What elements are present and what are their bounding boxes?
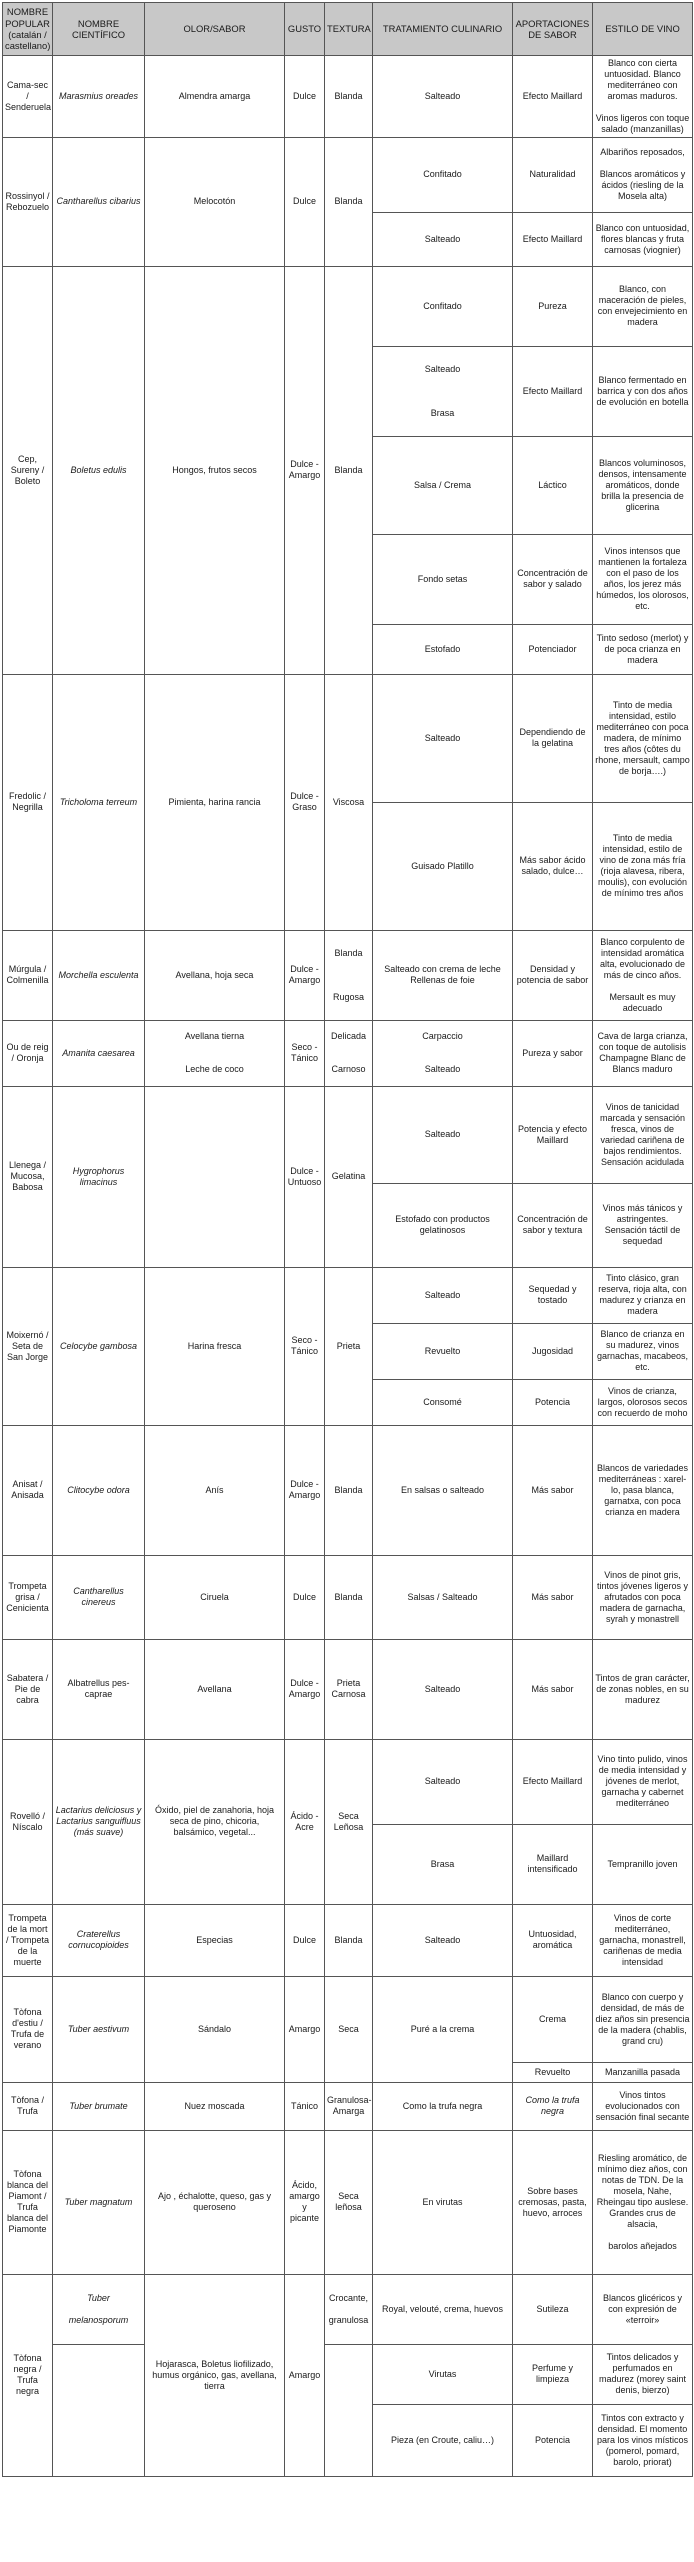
aroma-cell: Especias xyxy=(145,1904,285,1976)
popular-name-cell: Rovelló / Níscalo xyxy=(3,1739,53,1904)
aroma-cell: Melocotón xyxy=(145,137,285,266)
aroma-cell: Anís xyxy=(145,1425,285,1555)
flavor-contribution-cell: Potencia xyxy=(513,2404,593,2476)
texture-cell: Seca leñosa xyxy=(325,2130,373,2274)
culinary-treatment-cell: Fondo setas xyxy=(373,534,513,624)
culinary-treatment-cell: Salteado xyxy=(373,1267,513,1323)
flavor-contribution-cell: Efecto Maillard xyxy=(513,346,593,436)
culinary-treatment-cell: Virutas xyxy=(373,2344,513,2404)
taste-cell: Ácido - Acre xyxy=(285,1739,325,1904)
culinary-treatment-cell: Estofado con productos gelatinosos xyxy=(373,1183,513,1267)
scientific-name-cell: Hygrophorus limacinus xyxy=(53,1086,145,1267)
texture-cell: Blanda xyxy=(325,1425,373,1555)
column-header-aroma-flavor: OLOR/SABOR xyxy=(145,3,285,56)
texture-cell: Crocante, granulosa xyxy=(325,2274,373,2344)
texture-cell: Prieta Carnosa xyxy=(325,1639,373,1739)
table-row xyxy=(3,2274,693,2344)
table-row xyxy=(3,930,693,1020)
scientific-name-cell: Morchella esculenta xyxy=(53,930,145,1020)
wine-style-cell: Blanco con cuerpo y densidad, de más de diez años sin presencia de la madera (chablis, grand cru) xyxy=(593,1976,693,2062)
scientific-name-cell: Amanita caesarea xyxy=(53,1020,145,1086)
texture-cell: Blanda xyxy=(325,1555,373,1639)
texture-cell xyxy=(325,2344,373,2476)
culinary-treatment-cell: En salsas o salteado xyxy=(373,1425,513,1555)
popular-name-cell: Cep, Sureny / Boleto xyxy=(3,266,53,674)
table-row xyxy=(3,1976,693,2062)
taste-cell: Dulce - Untuoso xyxy=(285,1086,325,1267)
flavor-contribution-cell: Sobre bases cremosas, pasta, huevo, arroces xyxy=(513,2130,593,2274)
wine-style-cell: Blancos voluminosos, densos, intensamente aromáticos, donde brilla la presencia de glicerina xyxy=(593,436,693,534)
flavor-contribution-cell: Láctico xyxy=(513,436,593,534)
wine-style-cell: Tintos con extracto y densidad. El momento para los vinos místicos (pomerol, pomard, barolo, priorat) xyxy=(593,2404,693,2476)
wine-style-cell: Tinto sedoso (merlot) y de poca crianza en madera xyxy=(593,624,693,674)
texture-cell: Blanda xyxy=(325,1904,373,1976)
taste-cell: Tánico xyxy=(285,2082,325,2130)
scientific-name-cell: Clitocybe odora xyxy=(53,1425,145,1555)
table-row xyxy=(3,2130,693,2274)
wine-style-cell: Riesling aromático, de mínimo diez años, con notas de TDN. De la mosela, Nahe, Rheingau tipo auslese. Grandes crus de alsacia, barolos añejados xyxy=(593,2130,693,2274)
column-header-scientific-name: NOMBRE CIENTÍFICO xyxy=(53,3,145,56)
scientific-name-cell xyxy=(53,2344,145,2476)
taste-cell: Amargo xyxy=(285,1976,325,2082)
flavor-contribution-cell: Como la trufa negra xyxy=(513,2082,593,2130)
table-row xyxy=(3,1639,693,1739)
column-header-texture: TEXTURA xyxy=(325,3,373,56)
texture-cell: Delicada Carnoso xyxy=(325,1020,373,1086)
popular-name-cell: Fredolic / Negrilla xyxy=(3,674,53,930)
scientific-name-cell: Tuber melanosporum xyxy=(53,2274,145,2344)
wine-style-cell: Vinos tintos evolucionados con sensación final secante xyxy=(593,2082,693,2130)
table-row xyxy=(3,2344,693,2404)
taste-cell: Dulce - Amargo xyxy=(285,1639,325,1739)
culinary-treatment-cell: Salteado Brasa xyxy=(373,346,513,436)
flavor-contribution-cell: Crema xyxy=(513,1976,593,2062)
wine-style-cell: Blancos de variedades mediterráneas : xarel-lo, pasa blanca, garnatxa, con poca crianza en madera xyxy=(593,1425,693,1555)
texture-cell: Prieta xyxy=(325,1267,373,1425)
scientific-name-cell: Tuber aestivum xyxy=(53,1976,145,2082)
table-row xyxy=(3,1739,693,1824)
scientific-name-cell: Tricholoma terreum xyxy=(53,674,145,930)
flavor-contribution-cell: Untuosidad, aromática xyxy=(513,1904,593,1976)
wine-style-cell: Tempranillo joven xyxy=(593,1824,693,1904)
popular-name-cell: Trompeta de la mort / Trompeta de la muerte xyxy=(3,1904,53,1976)
taste-cell: Seco - Tánico xyxy=(285,1267,325,1425)
wine-style-cell: Vinos de pinot gris, tintos jóvenes ligeros y afrutados con poca madera de garnacha, syrah y monastrell xyxy=(593,1555,693,1639)
table-row xyxy=(3,1020,693,1086)
flavor-contribution-cell: Revuelto xyxy=(513,2062,593,2082)
table-row xyxy=(3,674,693,802)
wine-style-cell: Tinto de media intensidad, estilo mediterráneo con poca madera, de mínimo tres años (côtes du rhone, mersault, campo de borja….) xyxy=(593,674,693,802)
culinary-treatment-cell: Puré a la crema xyxy=(373,1976,513,2082)
culinary-treatment-cell: Consomé xyxy=(373,1379,513,1425)
flavor-contribution-cell: Efecto Maillard xyxy=(513,56,593,138)
popular-name-cell: Sabatera / Pie de cabra xyxy=(3,1639,53,1739)
column-header-popular-name: NOMBRE POPULAR (catalán / castellano) xyxy=(3,3,53,56)
flavor-contribution-cell: Sequedad y tostado xyxy=(513,1267,593,1323)
culinary-treatment-cell: Salteado xyxy=(373,1639,513,1739)
culinary-treatment-cell: Como la trufa negra xyxy=(373,2082,513,2130)
wine-style-cell: Tinto clásico, gran reserva, rioja alta, con madurez y crianza en madera xyxy=(593,1267,693,1323)
flavor-contribution-cell: Concentración de sabor y salado xyxy=(513,534,593,624)
wine-style-cell: Tintos de gran carácter, de zonas nobles, en su madurez xyxy=(593,1639,693,1739)
texture-cell: Blanda Rugosa xyxy=(325,930,373,1020)
culinary-treatment-cell: Confitado xyxy=(373,266,513,346)
aroma-cell xyxy=(145,1086,285,1267)
scientific-name-cell: Marasmius oreades xyxy=(53,56,145,138)
table-row xyxy=(3,1425,693,1555)
taste-cell: Dulce - Amargo xyxy=(285,266,325,674)
aroma-cell: Avellana xyxy=(145,1639,285,1739)
wine-style-cell: Albariños reposados, Blancos aromáticos y ácidos (riesling de la Mosela alta) xyxy=(593,137,693,212)
culinary-treatment-cell: Salteado xyxy=(373,1904,513,1976)
header-row xyxy=(3,3,693,56)
scientific-name-cell: Celocybe gambosa xyxy=(53,1267,145,1425)
scientific-name-cell: Cantharellus cinereus xyxy=(53,1555,145,1639)
culinary-treatment-cell: Salteado xyxy=(373,212,513,266)
aroma-cell: Hongos, frutos secos xyxy=(145,266,285,674)
popular-name-cell: Trompeta grisa / Cenicienta xyxy=(3,1555,53,1639)
taste-cell: Ácido, amargo y picante xyxy=(285,2130,325,2274)
table-row xyxy=(3,56,693,138)
flavor-contribution-cell: Más sabor ácido salado, dulce… xyxy=(513,802,593,930)
wine-style-cell: Vinos más tánicos y astringentes. Sensación táctil de sequedad xyxy=(593,1183,693,1267)
popular-name-cell: Tòfona negra / Trufa negra xyxy=(3,2274,53,2476)
mushroom-wine-pairing-table xyxy=(2,2,693,2477)
taste-cell: Dulce - Amargo xyxy=(285,1425,325,1555)
flavor-contribution-cell: Más sabor xyxy=(513,1425,593,1555)
aroma-cell: Nuez moscada xyxy=(145,2082,285,2130)
aroma-cell: Ciruela xyxy=(145,1555,285,1639)
scientific-name-cell: Tuber brumate xyxy=(53,2082,145,2130)
aroma-cell: Almendra amarga xyxy=(145,56,285,138)
texture-cell: Blanda xyxy=(325,56,373,138)
culinary-treatment-cell: Brasa xyxy=(373,1824,513,1904)
taste-cell: Dulce - Graso xyxy=(285,674,325,930)
popular-name-cell: Tòfona blanca del Piamont / Trufa blanca del Piamonte xyxy=(3,2130,53,2274)
texture-cell: Gelatina xyxy=(325,1086,373,1267)
flavor-contribution-cell: Maillard intensificado xyxy=(513,1824,593,1904)
wine-style-cell: Manzanilla pasada xyxy=(593,2062,693,2082)
scientific-name-cell: Cantharellus cibarius xyxy=(53,137,145,266)
wine-style-cell: Tintos delicados y perfumados en madurez (morey saint denis, bierzo) xyxy=(593,2344,693,2404)
wine-style-cell: Cava de larga crianza, con toque de autolisis Champagne Blanc de Blancs maduro xyxy=(593,1020,693,1086)
wine-style-cell: Tinto de media intensidad, estilo de vino de zona más fría (rioja alavesa, ribera, moulis), con evolución de mínimo tres años xyxy=(593,802,693,930)
culinary-treatment-cell: Salteado xyxy=(373,1086,513,1183)
table-row xyxy=(3,2082,693,2130)
flavor-contribution-cell: Naturalidad xyxy=(513,137,593,212)
wine-style-cell: Vinos de tanicidad marcada y sensación fresca, vinos de variedad cariñena de bajos rendimientos. Sensación acidulada xyxy=(593,1086,693,1183)
texture-cell: Granulosa-Amarga xyxy=(325,2082,373,2130)
aroma-cell: Avellana, hoja seca xyxy=(145,930,285,1020)
culinary-treatment-cell: Salsas / Salteado xyxy=(373,1555,513,1639)
culinary-treatment-cell: Pieza (en Croute, caliu…) xyxy=(373,2404,513,2476)
flavor-contribution-cell: Potencia xyxy=(513,1379,593,1425)
popular-name-cell: Rossinyol / Rebozuelo xyxy=(3,137,53,266)
texture-cell: Viscosa xyxy=(325,674,373,930)
flavor-contribution-cell: Potenciador xyxy=(513,624,593,674)
scientific-name-cell: Craterellus cornucopioides xyxy=(53,1904,145,1976)
wine-style-cell: Blanco de crianza en su madurez, vinos garnachas, macabeos, etc. xyxy=(593,1323,693,1379)
popular-name-cell: Tòfona / Trufa xyxy=(3,2082,53,2130)
wine-style-cell: Vinos de corte mediterráneo, garnacha, monastrell, cariñenas de media intensidad xyxy=(593,1904,693,1976)
culinary-treatment-cell: Salteado xyxy=(373,674,513,802)
flavor-contribution-cell: Más sabor xyxy=(513,1639,593,1739)
flavor-contribution-cell: Sutileza xyxy=(513,2274,593,2344)
flavor-contribution-cell: Densidad y potencia de sabor xyxy=(513,930,593,1020)
culinary-treatment-cell: Salteado con crema de leche Rellenas de foie xyxy=(373,930,513,1020)
aroma-cell: Óxido, piel de zanahoria, hoja seca de pino, chicoria, balsámico, vegetal... xyxy=(145,1739,285,1904)
popular-name-cell: Llenega / Mucosa, Babosa xyxy=(3,1086,53,1267)
culinary-treatment-cell: Guisado Platillo xyxy=(373,802,513,930)
aroma-cell: Hojarasca, Boletus liofilizado, humus orgánico, gas, avellana, tierra xyxy=(145,2274,285,2476)
flavor-contribution-cell: Dependiendo de la gelatina xyxy=(513,674,593,802)
culinary-treatment-cell: Salsa / Crema xyxy=(373,436,513,534)
popular-name-cell: Ou de reig / Oronja xyxy=(3,1020,53,1086)
flavor-contribution-cell: Perfume y limpieza xyxy=(513,2344,593,2404)
taste-cell: Amargo xyxy=(285,2274,325,2476)
culinary-treatment-cell: Estofado xyxy=(373,624,513,674)
culinary-treatment-cell: Salteado xyxy=(373,1739,513,1824)
scientific-name-cell: Boletus edulis xyxy=(53,266,145,674)
popular-name-cell: Tòfona d'estiu / Trufa de verano xyxy=(3,1976,53,2082)
table-row xyxy=(3,1086,693,1183)
wine-style-cell: Vino tinto pulido, vinos de media intensidad y jóvenes de merlot, garnacha y cabernet mediterráneo xyxy=(593,1739,693,1824)
taste-cell: Dulce xyxy=(285,1555,325,1639)
flavor-contribution-cell: Jugosidad xyxy=(513,1323,593,1379)
column-header-culinary-treatment: TRATAMIENTO CULINARIO xyxy=(373,3,513,56)
taste-cell: Dulce - Amargo xyxy=(285,930,325,1020)
culinary-treatment-cell: Confitado xyxy=(373,137,513,212)
taste-cell: Dulce xyxy=(285,1904,325,1976)
texture-cell: Blanda xyxy=(325,266,373,674)
popular-name-cell: Anisat / Anisada xyxy=(3,1425,53,1555)
texture-cell: Seca Leñosa xyxy=(325,1739,373,1904)
wine-style-cell: Blanco fermentado en barrica y con dos años de evolución en botella xyxy=(593,346,693,436)
wine-style-cell: Vinos de crianza, largos, olorosos secos con recuerdo de moho xyxy=(593,1379,693,1425)
popular-name-cell: Cama-sec / Senderuela xyxy=(3,56,53,138)
wine-style-cell: Blanco corpulento de intensidad aromática alta, evolucionado de más de cinco años. Mersault es muy adecuado xyxy=(593,930,693,1020)
popular-name-cell: Múrgula / Colmenilla xyxy=(3,930,53,1020)
scientific-name-cell: Albatrellus pes-caprae xyxy=(53,1639,145,1739)
taste-cell: Seco - Tánico xyxy=(285,1020,325,1086)
flavor-contribution-cell: Pureza xyxy=(513,266,593,346)
aroma-cell: Ajo , échalotte, queso, gas y queroseno xyxy=(145,2130,285,2274)
taste-cell: Dulce xyxy=(285,56,325,138)
culinary-treatment-cell: Salteado xyxy=(373,56,513,138)
aroma-cell: Harina fresca xyxy=(145,1267,285,1425)
taste-cell: Dulce xyxy=(285,137,325,266)
flavor-contribution-cell: Efecto Maillard xyxy=(513,1739,593,1824)
column-header-wine-style: ESTILO DE VINO xyxy=(593,3,693,56)
culinary-treatment-cell: Royal, velouté, crema, huevos xyxy=(373,2274,513,2344)
wine-style-cell: Blanco, con maceración de pieles, con envejecimiento en madera xyxy=(593,266,693,346)
aroma-cell: Pimienta, harina rancia xyxy=(145,674,285,930)
wine-style-cell: Blancos glicéricos y con expresión de «terroir» xyxy=(593,2274,693,2344)
column-header-taste: GUSTO xyxy=(285,3,325,56)
culinary-treatment-cell: Revuelto xyxy=(373,1323,513,1379)
flavor-contribution-cell: Potencia y efecto Maillard xyxy=(513,1086,593,1183)
flavor-contribution-cell: Efecto Maillard xyxy=(513,212,593,266)
texture-cell: Blanda xyxy=(325,137,373,266)
scientific-name-cell: Tuber magnatum xyxy=(53,2130,145,2274)
flavor-contribution-cell: Concentración de sabor y textura xyxy=(513,1183,593,1267)
table-row xyxy=(3,1555,693,1639)
table-body xyxy=(3,56,693,2477)
wine-style-cell: Vinos intensos que mantienen la fortaleza con el paso de los años, los jerez más húmedos, los olorosos, etc. xyxy=(593,534,693,624)
aroma-cell: Avellana tierna Leche de coco xyxy=(145,1020,285,1086)
wine-style-cell: Blanco con cierta untuosidad. Blanco mediterráneo con aromas maduros. Vinos ligeros con toque salado (manzanillas) xyxy=(593,56,693,138)
culinary-treatment-cell: En virutas xyxy=(373,2130,513,2274)
table-row xyxy=(3,1267,693,1323)
table-row xyxy=(3,266,693,346)
aroma-cell: Sándalo xyxy=(145,1976,285,2082)
flavor-contribution-cell: Pureza y sabor xyxy=(513,1020,593,1086)
scientific-name-cell: Lactarius deliciosus y Lactarius sanguifluus (más suave) xyxy=(53,1739,145,1904)
wine-style-cell: Blanco con untuosidad, flores blancas y fruta carnosas (viognier) xyxy=(593,212,693,266)
culinary-treatment-cell: Carpaccio Salteado xyxy=(373,1020,513,1086)
texture-cell: Seca xyxy=(325,1976,373,2082)
table-row xyxy=(3,137,693,212)
popular-name-cell: Moixernó / Seta de San Jorge xyxy=(3,1267,53,1425)
column-header-flavor-contribution: APORTACIONES DE SABOR xyxy=(513,3,593,56)
flavor-contribution-cell: Más sabor xyxy=(513,1555,593,1639)
table-row xyxy=(3,1904,693,1976)
